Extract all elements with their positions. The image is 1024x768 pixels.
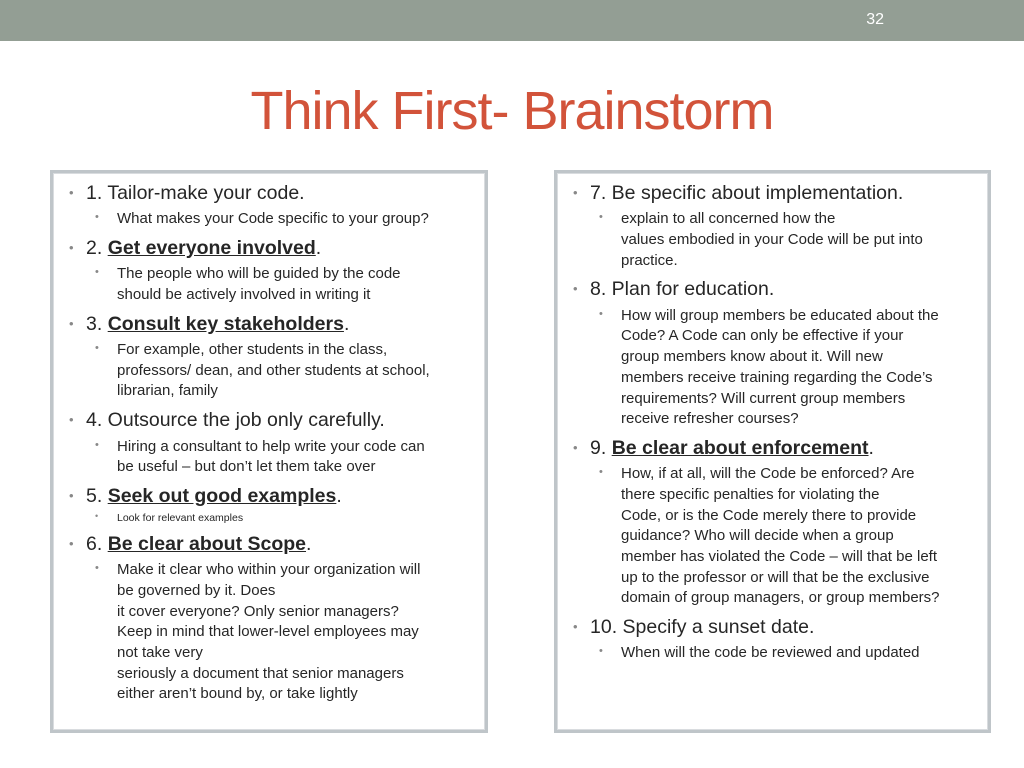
sub-item-text-line: Make it clear who within your organization will (117, 561, 421, 579)
item-prefix: 8. Plan for education. (590, 278, 775, 301)
bullet-icon: • (573, 619, 578, 635)
sub-bullet-icon: • (95, 266, 99, 279)
bullet-icon: • (69, 412, 74, 428)
item-heading (86, 236, 477, 261)
sub-item (590, 209, 980, 271)
item-heading (86, 532, 477, 557)
bullet-icon: • (69, 240, 74, 256)
item-prefix: 5. (86, 484, 108, 507)
slide-number: 32 (866, 11, 884, 28)
item-prefix: 7. Be specific about implementation. (590, 182, 904, 204)
sub-bullet-icon: • (95, 438, 99, 451)
sub-item (590, 464, 980, 609)
list-item (566, 181, 980, 271)
item-link[interactable]: Get everyone involved (107, 237, 316, 260)
item-prefix: 6. (86, 532, 108, 555)
item-link[interactable]: Be clear about enforcement (611, 436, 869, 459)
item-prefix: 2. (86, 237, 108, 260)
sub-item-text-line: For example, other students in the class, (117, 341, 388, 359)
sub-item-text-line: not take very (117, 643, 203, 661)
bullet-icon: • (69, 535, 74, 551)
item-suffix: . (336, 484, 342, 507)
sub-bullet-icon: • (599, 645, 603, 658)
sub-item-text-line: it cover everyone? Only senior managers? (117, 602, 399, 620)
list-item (62, 484, 477, 526)
item-suffix: . (315, 237, 322, 260)
sub-item (86, 340, 477, 402)
sub-item (86, 209, 477, 230)
item-link[interactable]: Consult key stakeholders (107, 312, 344, 335)
slide-title: Think First- Brainstorm (250, 81, 774, 141)
list-item (62, 408, 477, 478)
sub-item-text-line: Code, or is the Code merely there to provide (621, 506, 917, 524)
sub-item-text-line: members receive training regarding the Code’s (621, 368, 933, 386)
list-item (62, 532, 477, 705)
sub-item-text-line: Look for relevant examples (117, 512, 244, 525)
right-content-box (554, 170, 991, 733)
sub-bullet-icon: • (95, 211, 99, 224)
item-heading (86, 181, 477, 206)
sub-item-text-line: What makes your Code specific to your group? (117, 210, 429, 228)
item-prefix: 1. Tailor-make your code. (86, 182, 305, 204)
sub-bullet-icon: • (599, 211, 603, 224)
item-link[interactable]: Seek out good examples (107, 484, 337, 507)
sub-item-text-line: explain to all concerned how the (621, 210, 836, 228)
item-suffix: . (868, 436, 874, 459)
sub-item-text-line: How will group members be educated about the (621, 306, 939, 324)
list-item (62, 236, 477, 306)
sub-item-text-line: librarian, family (117, 382, 218, 400)
sub-item-text-line: Code? A Code can only be effective if your (621, 327, 904, 345)
sub-item-text-line: be useful – but don’t let them take over (117, 458, 376, 476)
sub-item-text-line: guidance? Who will decide when a group (621, 527, 894, 545)
sub-item-text-line: practice. (621, 251, 678, 269)
sub-item-text-line: member has violated the Code – will that be left (621, 547, 938, 565)
sub-item-text-line: receive refresher courses? (621, 410, 799, 428)
sub-item (86, 264, 477, 305)
item-suffix: . (343, 312, 350, 335)
sub-item (86, 560, 477, 705)
sub-item-text-line: values embodied in your Code will be put into (621, 231, 923, 249)
item-heading (86, 408, 477, 433)
item-heading (590, 181, 980, 206)
item-prefix: 9. (590, 436, 612, 459)
sub-item-text-line: Hiring a consultant to help write your code can (117, 437, 425, 455)
sub-item-text-line: professors/ dean, and other students at school, (117, 361, 430, 379)
left-content-box (50, 170, 488, 733)
sub-item-text-line: should be actively involved in writing it (117, 286, 371, 304)
sub-item-text-line: Keep in mind that lower-level employees may (117, 623, 419, 641)
sub-item-text-line: How, if at all, will the Code be enforced? Are (621, 465, 915, 483)
item-link[interactable]: Be clear about Scope (107, 532, 307, 555)
sub-item (86, 437, 477, 478)
item-heading (590, 615, 980, 640)
sub-item-text-line: seriously a document that senior managers (117, 664, 404, 682)
sub-bullet-icon: • (599, 307, 603, 320)
list-item (62, 312, 477, 402)
item-prefix: 4. Outsource the job only carefully. (86, 409, 385, 432)
item-prefix: 3. (86, 312, 108, 335)
list-item (62, 181, 477, 230)
item-heading (590, 436, 980, 461)
header-bar (0, 0, 1024, 41)
sub-item (86, 512, 477, 526)
sub-item-text-line: be governed by it. Does (117, 581, 276, 599)
sub-bullet-icon: • (95, 562, 99, 575)
sub-bullet-icon: • (95, 342, 99, 355)
item-suffix: . (306, 532, 312, 555)
list-item (566, 277, 980, 429)
sub-item-text-line: The people who will be guided by the code (117, 265, 401, 283)
sub-item (590, 643, 980, 664)
list-item (566, 436, 980, 609)
sub-item-text-line: up to the professor or will that be the exclusive (621, 568, 930, 586)
item-heading (590, 277, 980, 302)
sub-item-text-line: group members know about it. Will new (621, 348, 883, 366)
bullet-icon: • (573, 439, 578, 455)
bullet-icon: • (69, 315, 74, 331)
sub-item-text-line: When will the code be reviewed and updated (621, 644, 920, 662)
sub-item-text-line: domain of group managers, or group members? (621, 589, 940, 607)
item-heading (86, 484, 477, 509)
bullet-icon: • (573, 185, 578, 200)
sub-item-text-line: either aren’t bound by, or take lightly (117, 685, 358, 703)
sub-bullet-icon: • (599, 466, 603, 479)
bullet-icon: • (69, 185, 74, 200)
item-prefix: 10. Specify a sunset date. (590, 616, 815, 639)
bullet-icon: • (573, 281, 578, 297)
list-item (566, 615, 980, 664)
sub-item-text-line: requirements? Will current group members (621, 389, 906, 407)
bullet-icon: • (69, 487, 74, 503)
item-heading (86, 312, 477, 337)
sub-item-text-line: there specific penalties for violating the (621, 485, 880, 503)
sub-bullet-icon: • (95, 511, 99, 522)
sub-item (590, 306, 980, 430)
